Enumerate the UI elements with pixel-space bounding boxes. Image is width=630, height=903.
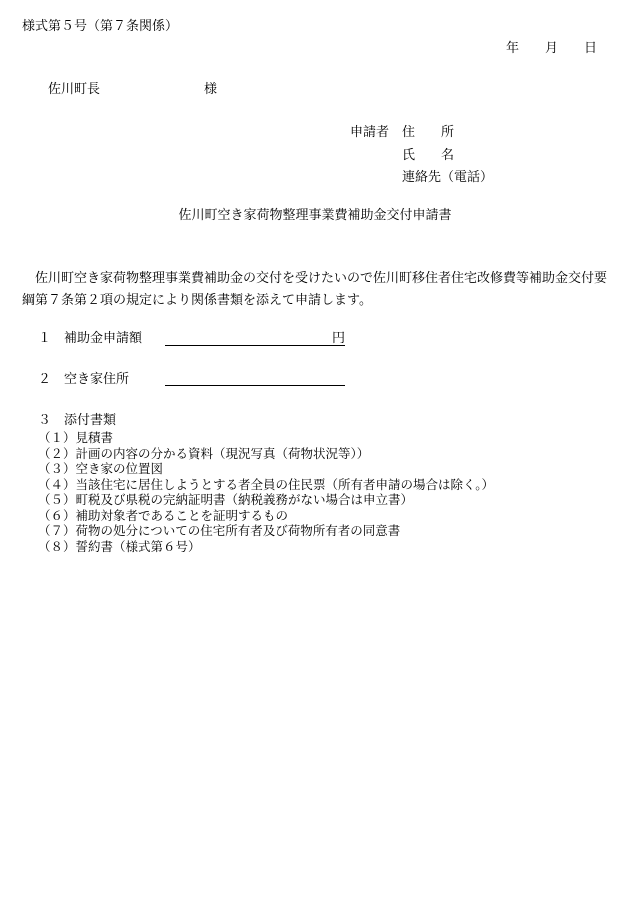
date-day: 日 (584, 41, 598, 56)
date-month: 月 (545, 41, 559, 56)
item-address-label: ２ 空き家住所 (38, 372, 130, 387)
item-attachments-label: ３ 添付書類 (38, 413, 117, 428)
recipient (48, 82, 217, 98)
attachments-list (38, 430, 494, 554)
applicant-name-label: 氏名 (402, 148, 481, 163)
document-title: 佐川町空き家荷物整理事業費補助金交付申請書 (178, 208, 452, 223)
recipient-name: 佐川町長 (48, 82, 101, 97)
attachment-item: （８）誓約書（様式第６号） (38, 538, 201, 554)
date-year: 年 (506, 41, 520, 56)
applicant-label: 申請者 (350, 125, 390, 140)
body-line-1: 佐川町空き家荷物整理事業費補助金の交付を受けたいので佐川町移住者住宅改修費等補助金交付要 (35, 271, 608, 286)
attachment-item: （５）町税及び県税の完納証明書（納税義務がない場合は申立書） (38, 492, 414, 507)
attachment-item: （６）補助対象者であることを証明するもの (38, 507, 289, 523)
form-number: 様式第５号（第７条関係） (22, 19, 179, 34)
attachment-item: （３）空き家の位置図 (38, 461, 164, 476)
item-amount-label: １ 補助金申請額 (38, 331, 143, 346)
attachment-item: （７）荷物の処分についての住宅所有者及び荷物所有者の同意書 (38, 523, 401, 538)
applicant-address-label: 住所 (402, 125, 481, 140)
body-text (22, 268, 612, 312)
attachment-item: （２）計画の内容の分かる資料（現況写真（荷物状況等）） (38, 445, 370, 461)
body-line-2: 綱第７条第２項の規定により関係書類を添えて申請します。 (22, 293, 372, 308)
applicant-contact-label: 連絡先（電話） (402, 170, 494, 185)
attachment-item: （４）当該住宅に居住しようとする者全員の住民票（所有者申請の場合は除く。） (38, 476, 495, 492)
date-line (506, 41, 597, 57)
amount-unit: 円 (332, 331, 346, 346)
attachment-item: （１）見積書 (38, 430, 114, 445)
address-input-line[interactable] (165, 385, 345, 386)
amount-input-line[interactable] (165, 345, 345, 346)
recipient-honorific: 様 (204, 82, 218, 97)
